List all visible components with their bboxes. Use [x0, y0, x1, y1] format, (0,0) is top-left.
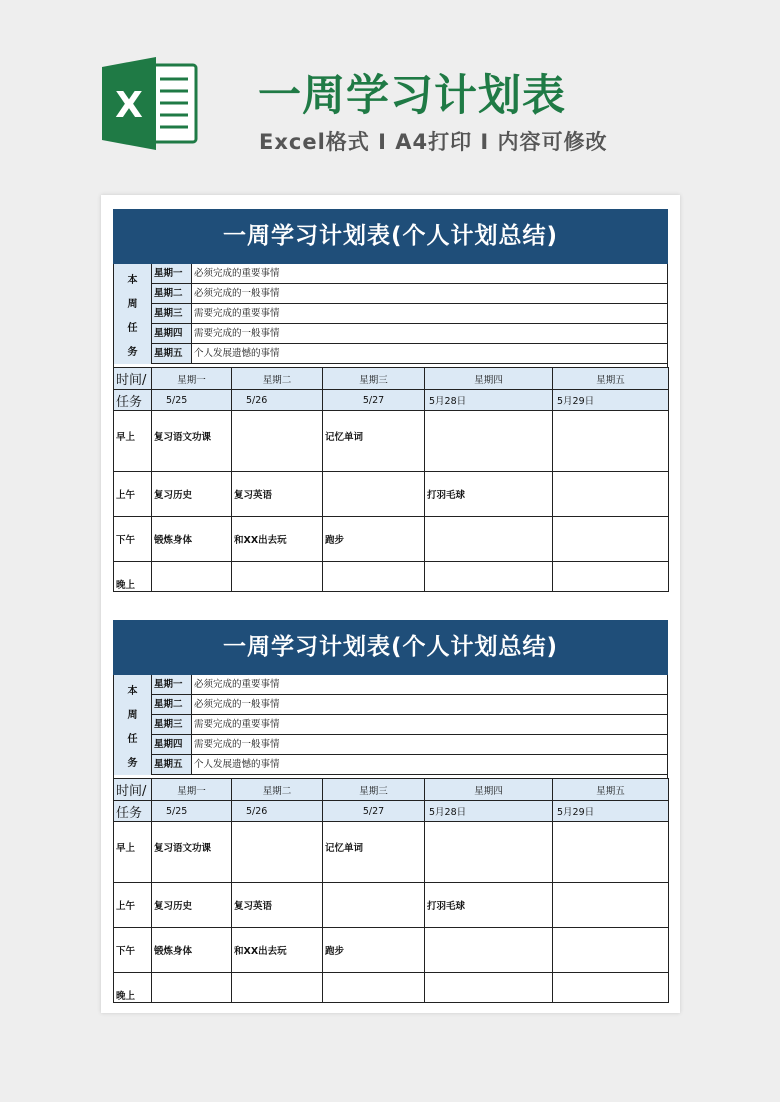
side-char: 本 — [127, 274, 138, 286]
activity-cell[interactable] — [323, 562, 425, 592]
task-day[interactable]: 星期五 — [152, 755, 192, 774]
side-char: 任 — [127, 322, 138, 334]
schedule-row — [114, 411, 669, 472]
date-cell[interactable]: 5/27 — [323, 390, 425, 411]
schedule-row — [114, 973, 669, 1003]
task-row — [152, 675, 667, 695]
day-header[interactable]: 星期一 — [152, 779, 232, 801]
task-day[interactable]: 星期三 — [152, 304, 192, 323]
task-row — [152, 264, 667, 284]
corner-time-label: 时间/ — [114, 779, 152, 801]
date-cell[interactable]: 5/26 — [232, 801, 323, 822]
activity-cell[interactable] — [425, 517, 553, 562]
time-slot-label: 晚上 — [114, 562, 152, 592]
activity-cell[interactable]: 打羽毛球 — [425, 472, 553, 517]
page-title: 一周学习计划表 — [258, 71, 566, 121]
activity-cell[interactable] — [323, 973, 425, 1003]
side-char: 本 — [127, 685, 138, 697]
task-row — [152, 304, 667, 324]
schedule-header-row — [114, 779, 669, 801]
date-cell[interactable]: 5月28日 — [425, 390, 553, 411]
activity-cell[interactable]: 复习历史 — [152, 472, 232, 517]
activity-cell[interactable]: 复习历史 — [152, 883, 232, 928]
schedule-row — [114, 822, 669, 883]
activity-cell[interactable]: 和XX出去玩 — [232, 517, 323, 562]
schedule-row — [114, 928, 669, 973]
day-header[interactable]: 星期五 — [553, 368, 669, 390]
date-cell[interactable]: 5/27 — [323, 801, 425, 822]
task-list — [152, 264, 667, 364]
day-header[interactable]: 星期四 — [425, 368, 553, 390]
activity-cell[interactable] — [553, 472, 669, 517]
activity-cell[interactable]: 记忆单词 — [323, 411, 425, 472]
day-header[interactable]: 星期三 — [323, 779, 425, 801]
side-char: 务 — [127, 346, 138, 358]
activity-cell[interactable] — [553, 562, 669, 592]
weekly-tasks-block — [113, 675, 668, 775]
activity-cell[interactable]: 和XX出去玩 — [232, 928, 323, 973]
day-header[interactable]: 星期一 — [152, 368, 232, 390]
task-desc[interactable]: 必须完成的一般事情 — [194, 699, 280, 710]
time-slot-label: 晚上 — [114, 973, 152, 1003]
task-row — [152, 715, 667, 735]
activity-cell[interactable] — [553, 973, 669, 1003]
day-header[interactable]: 星期二 — [232, 368, 323, 390]
activity-cell[interactable] — [152, 973, 232, 1003]
side-char: 务 — [127, 757, 138, 769]
task-desc[interactable]: 必须完成的重要事情 — [194, 268, 280, 279]
activity-cell[interactable] — [232, 822, 323, 883]
time-slot-label: 上午 — [114, 883, 152, 928]
schedule-header-row — [114, 368, 669, 390]
date-cell[interactable]: 5月29日 — [553, 801, 669, 822]
tasks-side-label — [114, 264, 152, 364]
task-day[interactable]: 星期一 — [152, 264, 192, 283]
schedule-row — [114, 472, 669, 517]
activity-cell[interactable]: 跑步 — [323, 517, 425, 562]
weekly-tasks-block — [113, 264, 668, 364]
side-char: 任 — [127, 733, 138, 745]
page-header — [0, 0, 780, 195]
activity-cell[interactable]: 复习英语 — [232, 883, 323, 928]
task-day[interactable]: 星期三 — [152, 715, 192, 734]
activity-cell[interactable] — [425, 562, 553, 592]
schedule-row — [114, 517, 669, 562]
corner-time-label: 时间/ — [114, 368, 152, 390]
date-cell[interactable]: 5/25 — [152, 801, 232, 822]
date-cell[interactable]: 5月29日 — [553, 390, 669, 411]
day-header[interactable]: 星期五 — [553, 779, 669, 801]
side-char: 周 — [127, 709, 138, 721]
activity-cell[interactable] — [553, 411, 669, 472]
activity-cell[interactable] — [553, 822, 669, 883]
activity-cell[interactable] — [553, 883, 669, 928]
time-slot-label: 上午 — [114, 472, 152, 517]
activity-cell[interactable] — [425, 411, 553, 472]
activity-cell[interactable]: 复习语文功课 — [152, 822, 232, 883]
activity-cell[interactable] — [232, 411, 323, 472]
task-list — [152, 675, 667, 775]
plan-sheet-2 — [113, 620, 668, 1003]
task-row — [152, 695, 667, 715]
tasks-side-label — [114, 675, 152, 775]
task-desc[interactable]: 必须完成的重要事情 — [194, 679, 280, 690]
time-slot-label: 下午 — [114, 517, 152, 562]
date-cell[interactable]: 5/25 — [152, 390, 232, 411]
activity-cell[interactable]: 锻炼身体 — [152, 517, 232, 562]
schedule-date-row — [114, 390, 669, 411]
side-char: 周 — [127, 298, 138, 310]
task-desc[interactable]: 个人发展遗憾的事情 — [194, 759, 280, 770]
activity-cell[interactable] — [232, 562, 323, 592]
schedule-row — [114, 883, 669, 928]
activity-cell[interactable]: 复习语文功课 — [152, 411, 232, 472]
activity-cell[interactable] — [323, 472, 425, 517]
task-day[interactable]: 星期四 — [152, 324, 192, 343]
task-desc[interactable]: 必须完成的一般事情 — [194, 288, 280, 299]
excel-logo-icon — [102, 57, 198, 150]
activity-cell[interactable]: 锻炼身体 — [152, 928, 232, 973]
day-header[interactable]: 星期四 — [425, 779, 553, 801]
task-row — [152, 284, 667, 304]
schedule-table — [113, 778, 669, 1003]
task-row — [152, 344, 667, 364]
page-subtitle: Excel格式 I A4打印 I 内容可修改 — [259, 130, 608, 154]
task-row — [152, 324, 667, 344]
time-slot-label: 下午 — [114, 928, 152, 973]
task-day[interactable]: 星期二 — [152, 284, 192, 303]
task-day[interactable]: 星期一 — [152, 675, 192, 694]
task-desc[interactable]: 需要完成的重要事情 — [194, 308, 280, 319]
activity-cell[interactable] — [553, 517, 669, 562]
task-day[interactable]: 星期四 — [152, 735, 192, 754]
activity-cell[interactable]: 记忆单词 — [323, 822, 425, 883]
time-slot-label: 早上 — [114, 411, 152, 472]
date-cell[interactable]: 5月28日 — [425, 801, 553, 822]
document-paper — [101, 195, 680, 1013]
task-day[interactable]: 星期二 — [152, 695, 192, 714]
schedule-row — [114, 562, 669, 592]
schedule-table — [113, 367, 669, 592]
sheet-banner: 一周学习计划表(个人计划总结) — [113, 620, 668, 675]
schedule-date-row — [114, 801, 669, 822]
activity-cell[interactable] — [232, 973, 323, 1003]
logo-letter: X — [115, 85, 143, 126]
activity-cell[interactable] — [425, 928, 553, 973]
task-desc[interactable]: 需要完成的重要事情 — [194, 719, 280, 730]
activity-cell[interactable] — [425, 973, 553, 1003]
task-desc[interactable]: 需要完成的一般事情 — [194, 739, 280, 750]
activity-cell[interactable] — [323, 883, 425, 928]
day-header[interactable]: 星期三 — [323, 368, 425, 390]
plan-sheet-1 — [113, 209, 668, 592]
task-day[interactable]: 星期五 — [152, 344, 192, 363]
activity-cell[interactable] — [553, 928, 669, 973]
corner-task-label: 任务 — [114, 801, 152, 822]
task-row — [152, 755, 667, 775]
activity-cell[interactable]: 复习英语 — [232, 472, 323, 517]
task-row — [152, 735, 667, 755]
activity-cell[interactable]: 跑步 — [323, 928, 425, 973]
corner-task-label: 任务 — [114, 390, 152, 411]
date-cell[interactable]: 5/26 — [232, 390, 323, 411]
sheet-banner: 一周学习计划表(个人计划总结) — [113, 209, 668, 264]
activity-cell[interactable] — [425, 822, 553, 883]
task-desc[interactable]: 个人发展遗憾的事情 — [194, 348, 280, 359]
activity-cell[interactable] — [152, 562, 232, 592]
time-slot-label: 早上 — [114, 822, 152, 883]
day-header[interactable]: 星期二 — [232, 779, 323, 801]
task-desc[interactable]: 需要完成的一般事情 — [194, 328, 280, 339]
activity-cell[interactable]: 打羽毛球 — [425, 883, 553, 928]
